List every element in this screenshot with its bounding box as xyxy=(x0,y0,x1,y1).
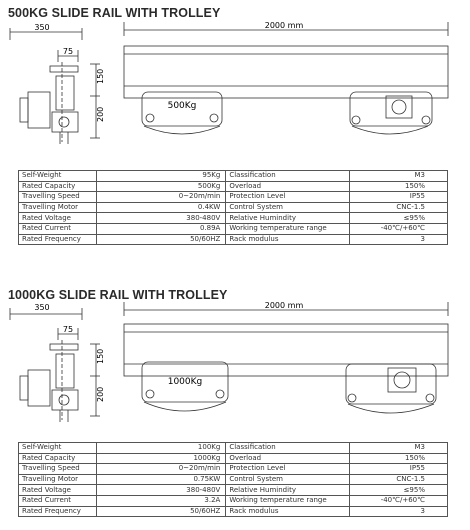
height-2-label: 200 xyxy=(96,106,105,122)
section-2-title: 1000KG SLIDE RAIL WITH TROLLEY xyxy=(8,288,228,302)
trolley-label: 500Kg xyxy=(167,101,197,111)
table-row: Rated Capacity 1000Kg Overload 150% xyxy=(19,453,448,464)
table-row: Rated Frequency 50/60HZ Rack modulus 3 xyxy=(19,234,448,245)
section-2-drawing xyxy=(0,300,470,428)
table-row: Rated Frequency 50/60HZ Rack modulus 3 xyxy=(19,506,448,517)
section-1-title: 500KG SLIDE RAIL WITH TROLLEY xyxy=(8,6,221,20)
section-1-drawing xyxy=(0,22,470,152)
top-width-label: 75 xyxy=(62,47,74,56)
table-row: Rated Capacity 500Kg Overload 150% xyxy=(19,181,448,192)
table-row: Rated Voltage 380-480V Relative Humindity ≤95% xyxy=(19,213,448,224)
spec-table-2 xyxy=(18,442,448,517)
table-row: Travelling Motor 0.4KW Control System CNC-1.5 xyxy=(19,202,448,213)
height-1-label: 150 xyxy=(96,68,105,84)
table-row: Travelling Speed 0~20m/min Protection Level IP55 xyxy=(19,192,448,203)
side-width-label: 350 xyxy=(34,23,50,32)
table-row: Travelling Speed 0~20m/min Protection Level IP55 xyxy=(19,464,448,475)
trolley-label: 1000Kg xyxy=(167,377,203,387)
top-width-label: 75 xyxy=(62,325,74,334)
table-row: Rated Current 0.89A Working temperature range -40℃/+60℃ xyxy=(19,223,448,234)
height-2-label: 200 xyxy=(96,386,105,402)
spec-table-1 xyxy=(18,170,448,245)
table-row: Self-Weight 100Kg Classification M3 xyxy=(19,443,448,454)
height-1-label: 150 xyxy=(96,348,105,364)
rail-length-label: 2000 mm xyxy=(264,301,304,310)
table-row: Travelling Motor 0.75KW Control System CNC-1.5 xyxy=(19,474,448,485)
table-row: Rated Voltage 380-480V Relative Humindity ≤95% xyxy=(19,485,448,496)
side-width-label: 350 xyxy=(34,303,50,312)
table-row: Self-Weight 95Kg Classification M3 xyxy=(19,171,448,182)
rail-length-label: 2000 mm xyxy=(264,22,304,30)
table-row: Rated Current 3.2A Working temperature range -40℃/+60℃ xyxy=(19,495,448,506)
